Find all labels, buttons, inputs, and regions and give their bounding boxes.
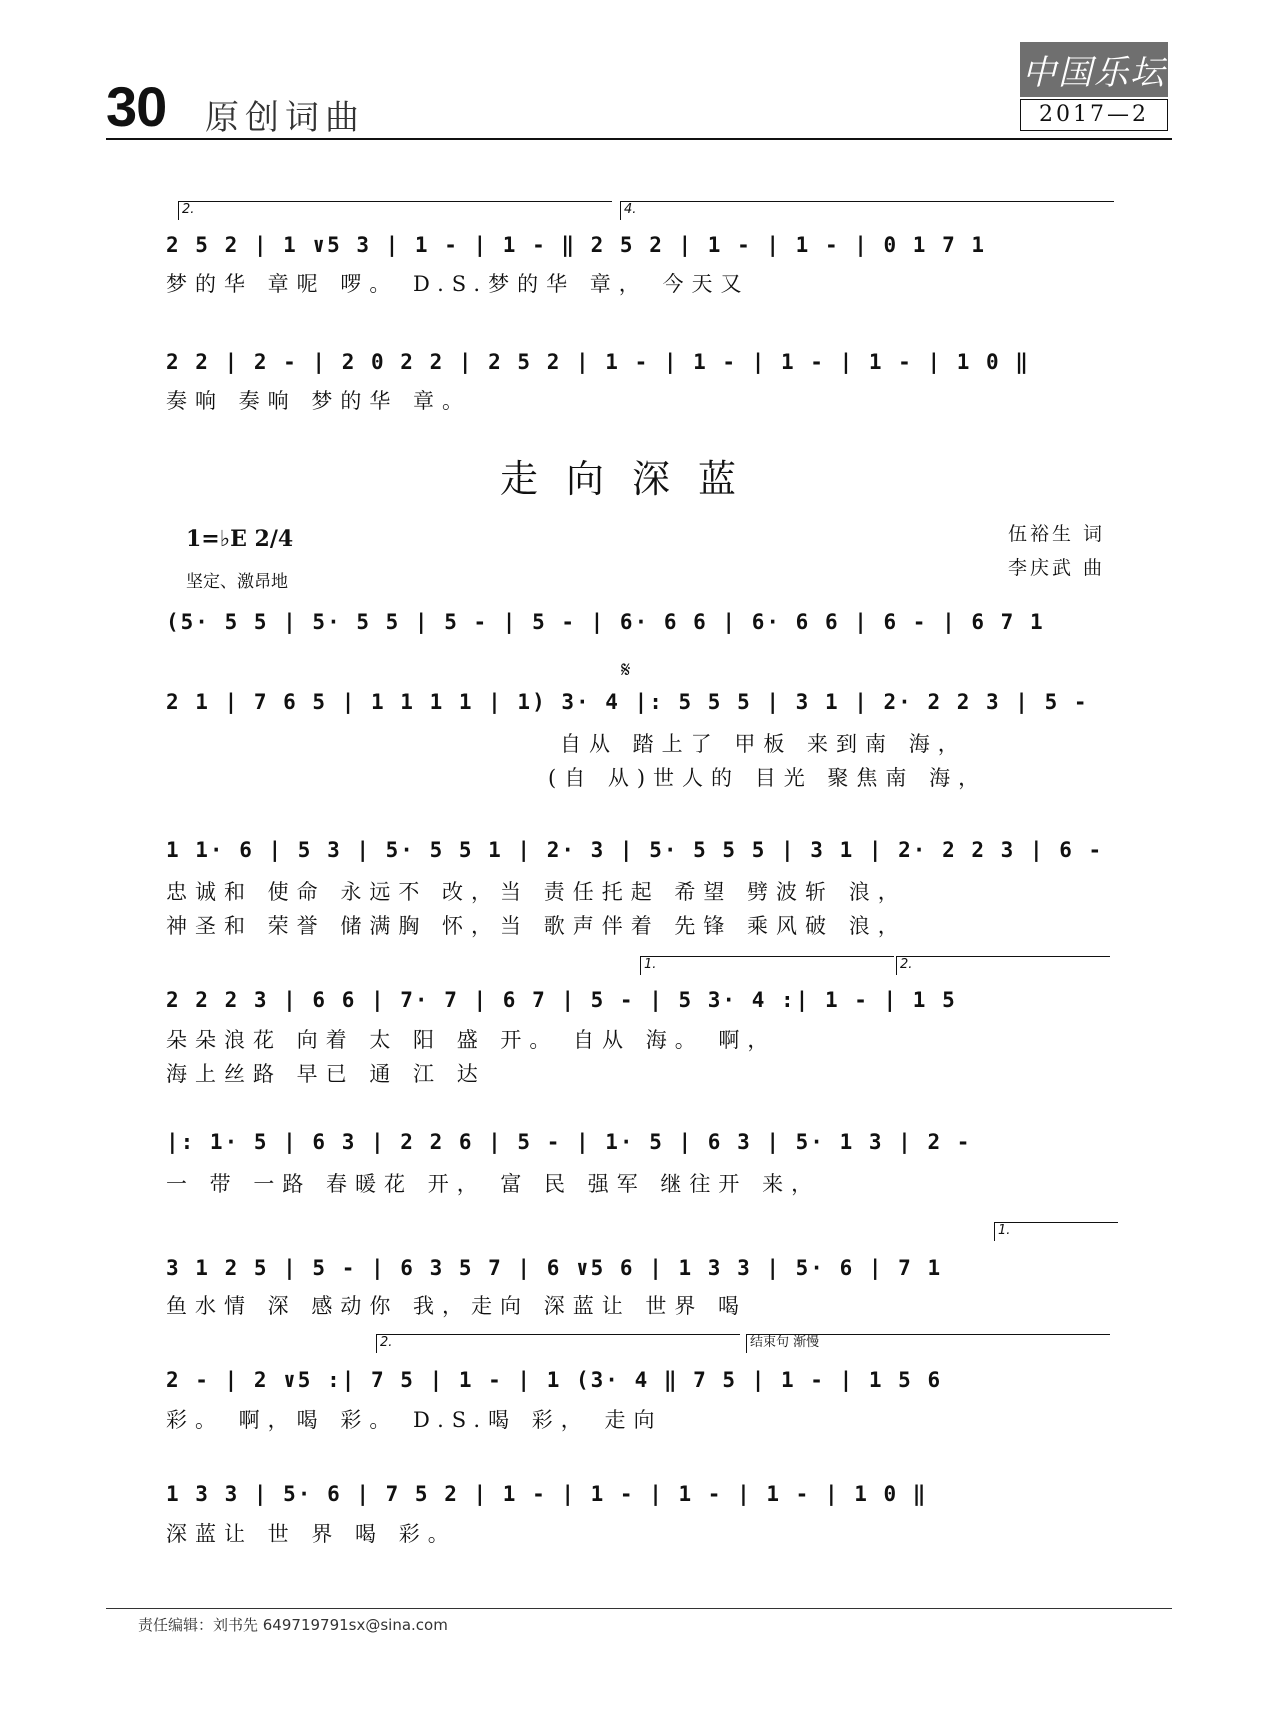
notation-line: 3 1 2 5 | 5 - | 6 3 5 7 | 6 ∨5 6 | 1 3 3 | 5· 6 | 7 1 [166, 1256, 943, 1280]
prev-score-row-2 [166, 350, 1116, 380]
lyrics-line: 海上丝路 早已 通 江 达 [166, 1062, 486, 1086]
section-title: 原创词曲 [205, 98, 365, 138]
issue-number: 2017—2 [1020, 99, 1168, 131]
lyrics-line: 奏响 奏响 梦的华 章。 [166, 389, 472, 413]
notation-line: 2 5 2 | 1 ∨5 3 | 1 - | 1 - ‖ 2 5 2 | 1 - | 1 - | 0 1 7 1 [166, 233, 987, 257]
lyrics-line: 鱼水情 深 感动你 我，走向 深蓝让 世界 喝 [166, 1294, 748, 1318]
score-row-1 [166, 610, 1116, 640]
lyrics-line: 朵朵浪花 向着 太 阳 盛 开。 自从 海。 啊， [166, 1028, 777, 1052]
lyrics-line: 一 带 一路 春暖花 开， 富 民 强军 继往开 来， [166, 1172, 821, 1196]
lyrics-line: 忠诚和 使命 永远不 改，当 责任托起 希望 劈波斩 浪， [166, 880, 907, 904]
key-signature: 1=♭E 2/4 [186, 526, 294, 552]
header-rule [106, 138, 1172, 140]
score-row-4 [166, 957, 1116, 1018]
volta-bracket: 1. [994, 1222, 1118, 1241]
score-row-2 [166, 658, 1116, 720]
notation-line: 2 2 2 3 | 6 6 | 7· 7 | 6 7 | 5 - | 5 3· 4 :| 1 - | 1 5 [166, 988, 957, 1012]
page-number: 30 [106, 75, 167, 138]
notation-line: 2 2 | 2 - | 2 0 2 2 | 2 5 2 | 1 - | 1 - | 1 - | 1 - | 1 0 ‖ [166, 350, 1030, 374]
editor-credit: 责任编辑：刘书先 649719791sx@sina.com [138, 1616, 448, 1634]
score-row-7 [166, 1335, 1116, 1398]
lyrics-line: 梦的华 章呢 啰。 D.S.梦的华 章， 今天又 [166, 272, 750, 296]
lyrics-line: 彩。 啊，喝 彩。 D.S.喝 彩， 走向 [166, 1408, 663, 1432]
composer-credit: 李庆武 曲 [1008, 557, 1106, 579]
notation-line: 1 1· 6 | 5 3 | 5· 5 5 1 | 2· 3 | 5· 5 5 5 | 3 1 | 2· 2 2 3 | 6 - [166, 838, 1104, 862]
volta-bracket: 4. [620, 201, 1114, 220]
lyricist-credit: 伍裕生 词 [1008, 523, 1106, 545]
score-row-6 [166, 1223, 1116, 1286]
volta-bracket: 2. [178, 201, 612, 220]
footer-rule [106, 1608, 1172, 1609]
volta-bracket: 结束句 渐慢 [746, 1334, 1110, 1353]
notation-line: 2 1 | 7 6 5 | 1 1 1 1 | 1) 3· 4 |: 5 5 5 | 3 1 | 2· 2 2 3 | 5 - [166, 690, 1089, 714]
lyrics-line: (自 从)世人的 目光 聚焦南 海， [548, 766, 988, 790]
score-row-3 [166, 838, 1116, 868]
lyrics-line: 自从 踏上了 甲板 来到南 海， [560, 732, 967, 756]
notation-line: 2 - | 2 ∨5 :| 7 5 | 1 - | 1 (3· 4 ‖ 7 5 | 1 - | 1 5 6 [166, 1368, 943, 1392]
score-row-8 [166, 1482, 1116, 1512]
volta-bracket: 2. [896, 956, 1110, 975]
notation-line: (5· 5 5 | 5· 5 5 | 5 - | 5 - | 6· 6 6 | 6· 6 6 | 6 - | 6 7 1 [166, 610, 1045, 634]
lyrics-line: 神圣和 荣誉 储满胸 怀，当 歌声伴着 先锋 乘风破 浪， [166, 914, 907, 938]
segno-icon: 𝄋 [621, 658, 631, 683]
volta-bracket: 1. [640, 956, 894, 975]
score-row-5 [166, 1130, 1116, 1160]
notation-line: 1 3 3 | 5· 6 | 7 5 2 | 1 - | 1 - | 1 - | 1 - | 1 0 ‖ [166, 1482, 928, 1506]
prev-score-row-1 [166, 202, 1116, 263]
tempo-marking: 坚定、激昂地 [186, 572, 288, 592]
magazine-logo: 中国乐坛 [1020, 42, 1168, 97]
notation-line: |: 1· 5 | 6 3 | 2 2 6 | 5 - | 1· 5 | 6 3 | 5· 1 3 | 2 - [166, 1130, 972, 1154]
song-title: 走向深蓝 [500, 457, 765, 501]
volta-bracket: 2. [376, 1334, 740, 1353]
lyrics-line: 深蓝让 世 界 喝 彩。 [166, 1522, 457, 1546]
